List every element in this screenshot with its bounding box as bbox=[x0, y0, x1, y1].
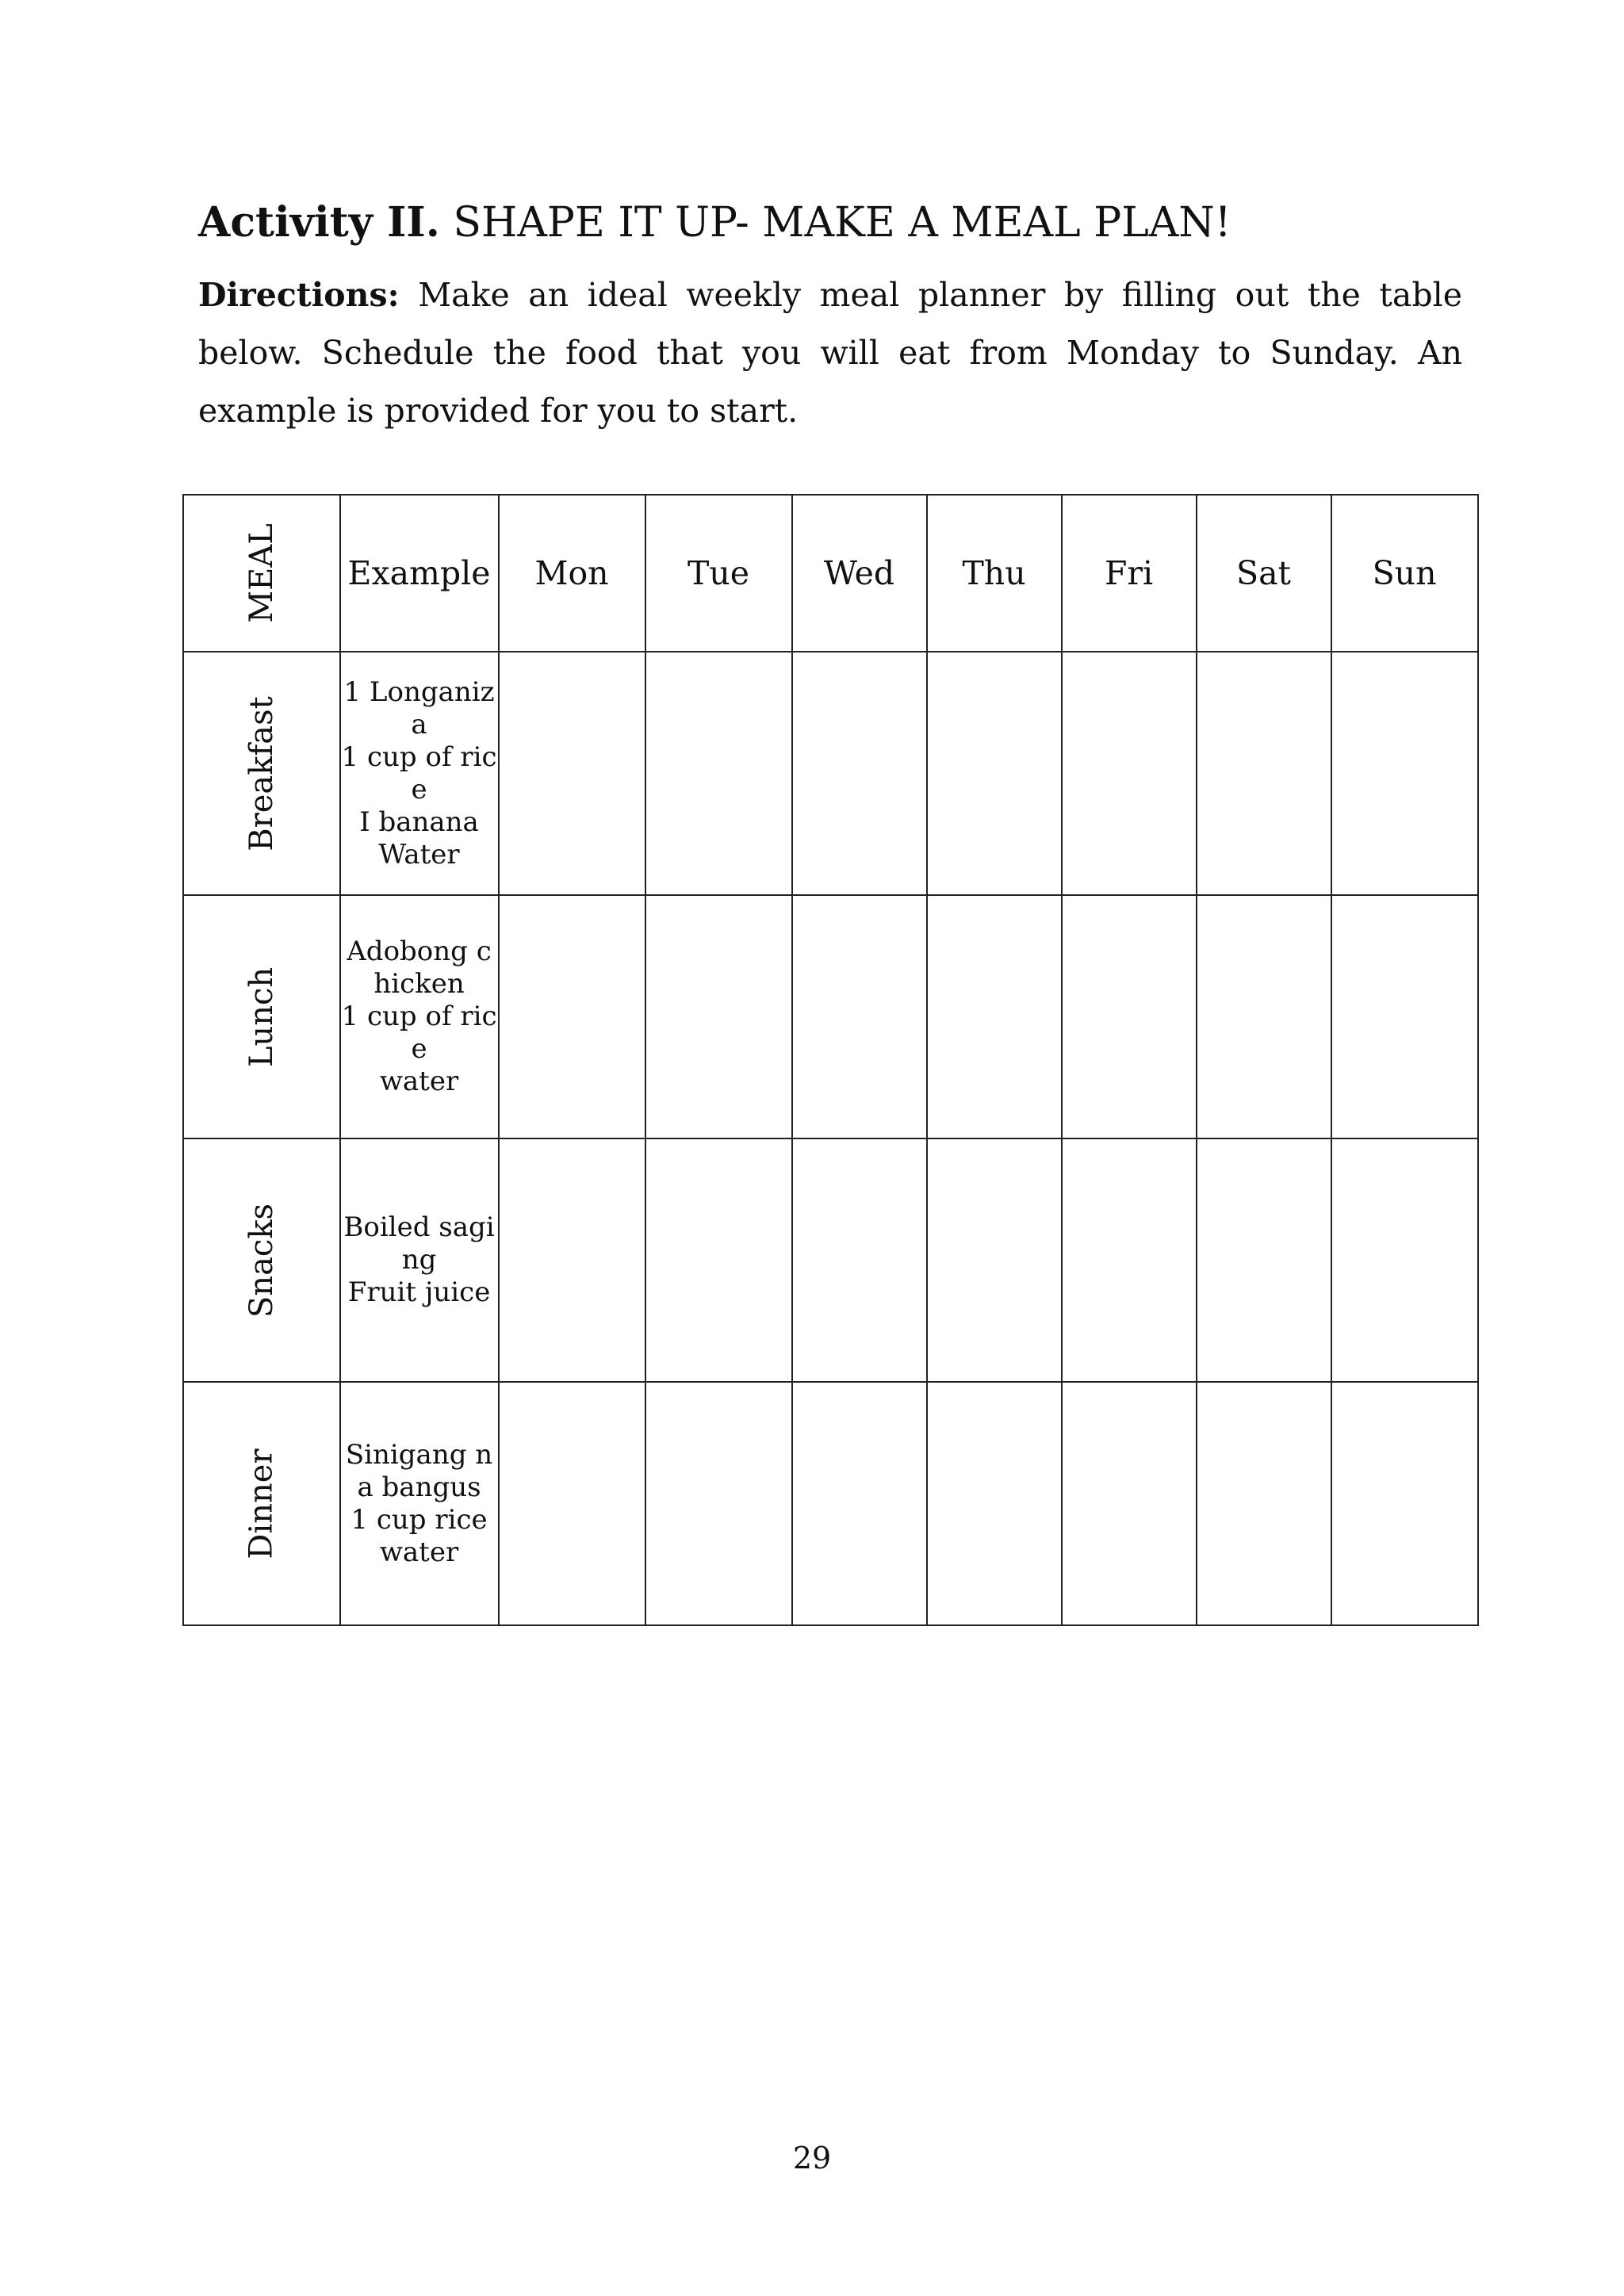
table-row-breakfast bbox=[183, 652, 1478, 895]
directions-label: Directions: bbox=[198, 276, 400, 314]
day-header-sat: Sat bbox=[1197, 495, 1331, 652]
blank-cell-snacks-thu[interactable] bbox=[927, 1138, 1062, 1382]
day-header-fri: Fri bbox=[1062, 495, 1197, 652]
activity-heading bbox=[198, 197, 1231, 249]
meal-plan-table bbox=[182, 494, 1479, 1626]
day-header-tue: Tue bbox=[645, 495, 792, 652]
example-header: Example bbox=[340, 495, 499, 652]
blank-cell-breakfast-fri[interactable] bbox=[1062, 652, 1197, 895]
page-number: 29 bbox=[792, 2141, 832, 2175]
blank-cell-lunch-mon[interactable] bbox=[499, 895, 645, 1138]
blank-cell-snacks-tue[interactable] bbox=[645, 1138, 792, 1382]
example-item: Water bbox=[378, 838, 460, 871]
blank-cell-lunch-tue[interactable] bbox=[645, 895, 792, 1138]
blank-cell-lunch-wed[interactable] bbox=[792, 895, 927, 1138]
blank-cell-snacks-wed[interactable] bbox=[792, 1138, 927, 1382]
blank-cell-breakfast-thu[interactable] bbox=[927, 652, 1062, 895]
example-item: 1 cup rice bbox=[350, 1503, 488, 1536]
meal-label-cell bbox=[183, 1382, 340, 1625]
blank-cell-lunch-sun[interactable] bbox=[1331, 895, 1478, 1138]
meal-label-snacks: Snacks bbox=[243, 1203, 280, 1318]
table-header-row bbox=[183, 495, 1478, 652]
example-item: Sinigang na bangus bbox=[345, 1438, 493, 1503]
example-item: water bbox=[379, 1066, 459, 1097]
meal-label-breakfast: Breakfast bbox=[243, 695, 280, 851]
example-item: 1 cup of rice bbox=[341, 1001, 497, 1065]
activity-title: SHAPE IT UP- MAKE A MEAL PLAN! bbox=[453, 199, 1231, 247]
blank-cell-breakfast-sun[interactable] bbox=[1331, 652, 1478, 895]
day-header-wed: Wed bbox=[792, 495, 927, 652]
example-item: I banana bbox=[359, 806, 479, 838]
example-cell-dinner bbox=[340, 1382, 499, 1625]
blank-cell-snacks-sun[interactable] bbox=[1331, 1138, 1478, 1382]
meal-label-cell bbox=[183, 895, 340, 1138]
day-header-sun: Sun bbox=[1331, 495, 1478, 652]
example-cell-lunch bbox=[340, 895, 499, 1138]
example-item: water bbox=[379, 1536, 459, 1568]
example-item: Boiled saging bbox=[343, 1211, 495, 1276]
blank-cell-breakfast-wed[interactable] bbox=[792, 652, 927, 895]
meal-label-dinner: Dinner bbox=[243, 1448, 280, 1559]
example-item: Adobong chicken bbox=[347, 936, 492, 1000]
example-item: 1 cup of rice bbox=[341, 740, 497, 806]
blank-cell-breakfast-tue[interactable] bbox=[645, 652, 792, 895]
blank-cell-snacks-sat[interactable] bbox=[1197, 1138, 1331, 1382]
blank-cell-breakfast-mon[interactable] bbox=[499, 652, 645, 895]
blank-cell-dinner-sun[interactable] bbox=[1331, 1382, 1478, 1625]
example-cell-snacks bbox=[340, 1138, 499, 1382]
example-item: 1 Longaniza bbox=[343, 675, 495, 740]
blank-cell-lunch-thu[interactable] bbox=[927, 895, 1062, 1138]
day-header-thu: Thu bbox=[927, 495, 1062, 652]
directions-text: Make an ideal weekly meal planner by filling out the table below. Schedule the food that you will eat from Monday to Sunday. An example is provided for you to start. bbox=[198, 276, 1462, 430]
blank-cell-dinner-tue[interactable] bbox=[645, 1382, 792, 1625]
blank-cell-breakfast-sat[interactable] bbox=[1197, 652, 1331, 895]
example-item: Fruit juice bbox=[347, 1276, 491, 1308]
table-row-snacks bbox=[183, 1138, 1478, 1382]
meal-label-lunch: Lunch bbox=[243, 966, 280, 1067]
meal-label-cell bbox=[183, 1138, 340, 1382]
table-row-lunch bbox=[183, 895, 1478, 1138]
blank-cell-dinner-wed[interactable] bbox=[792, 1382, 927, 1625]
activity-number: Activity II. bbox=[198, 198, 440, 247]
table-row-dinner bbox=[183, 1382, 1478, 1625]
blank-cell-dinner-mon[interactable] bbox=[499, 1382, 645, 1625]
blank-cell-dinner-thu[interactable] bbox=[927, 1382, 1062, 1625]
meal-label-cell bbox=[183, 652, 340, 895]
day-header-mon: Mon bbox=[499, 495, 645, 652]
meal-header: MEAL bbox=[243, 523, 280, 623]
meal-header-cell bbox=[183, 495, 340, 652]
blank-cell-dinner-fri[interactable] bbox=[1062, 1382, 1197, 1625]
example-cell-breakfast bbox=[340, 652, 499, 895]
directions-paragraph bbox=[198, 266, 1462, 440]
blank-cell-lunch-sat[interactable] bbox=[1197, 895, 1331, 1138]
blank-cell-snacks-fri[interactable] bbox=[1062, 1138, 1197, 1382]
blank-cell-dinner-sat[interactable] bbox=[1197, 1382, 1331, 1625]
blank-cell-snacks-mon[interactable] bbox=[499, 1138, 645, 1382]
blank-cell-lunch-fri[interactable] bbox=[1062, 895, 1197, 1138]
